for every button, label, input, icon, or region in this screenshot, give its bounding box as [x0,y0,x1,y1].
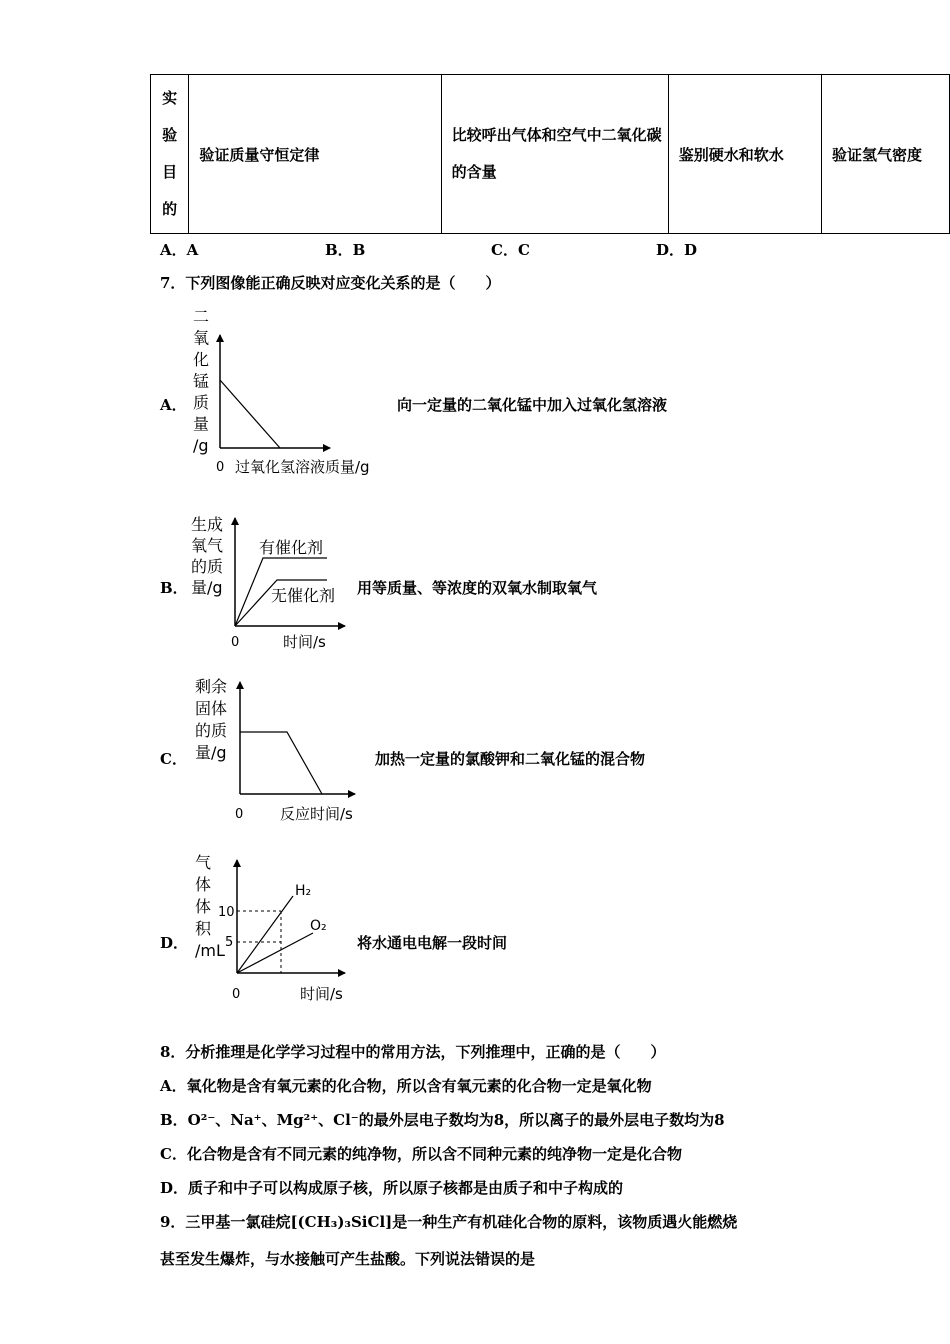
row-header-char: 的 [162,200,178,218]
y-axis-label [193,307,209,455]
o2-label: O₂ [310,918,327,934]
residue-line [240,732,322,794]
y-axis-label-line: 氧 [193,328,210,348]
origin-label: 0 [231,635,240,650]
x-axis-label: 时间/s [300,985,343,1003]
q8-stem: 8．分析推理是化学学习过程中的常用方法，下列推理中，正确的是（ ） [160,1043,666,1061]
y-axis-label-line: 生成 [191,515,224,534]
row-header-char: 验 [162,126,178,144]
y-axis-label-line: 体 [195,875,212,894]
origin-label: 0 [232,987,241,1002]
y-axis-label-line: 量/g [191,578,223,597]
y-axis-label [195,677,227,762]
tick-10: 10 [218,905,235,920]
y-axis-label-line: 量 [193,414,210,434]
y-axis-label-line: 固体 [195,699,228,718]
origin-label: 0 [235,807,244,822]
q7-c-graph [185,674,375,829]
o2-line [237,933,313,973]
tick-5: 5 [225,935,234,950]
y-axis-label-line: 剩余 [195,677,228,696]
y-axis-label-line: 二 [193,307,210,326]
q7-stem: 7．下列图像能正确反映对应变化关系的是（ ） [160,274,501,292]
table-row-header [151,75,189,234]
row-header-text [151,80,188,228]
table-cell: 验证质量守恒定律 [189,75,441,234]
mno2-line [220,380,280,448]
option-c: C．C [491,241,530,259]
q8-option-d: D．质子和中子可以构成原子核，所以原子核都是由质子和中子构成的 [160,1179,624,1197]
q8-option-a: A．氧化物是含有氧元素的化合物，所以含有氧元素的化合物一定是氧化物 [160,1077,652,1095]
h2-label: H₂ [295,883,312,899]
q7-c-label: C． [160,750,187,768]
y-axis-label [191,515,223,597]
y-axis-label-line: 锰 [193,371,210,391]
q8-option-c: C．化合物是含有不同元素的纯净物，所以含不同种元素的纯净物一定是化合物 [160,1145,682,1163]
q7-a-desc: 向一定量的二氧化锰中加入过氧化氢溶液 [397,396,668,414]
h2-line [237,896,293,973]
q7-d-graph [185,850,360,1008]
y-axis-label-line: /g [193,436,209,455]
row-header-char: 实 [162,89,178,107]
table-cell: 比较呼出气体和空气中二氧化碳的含量 [441,75,668,234]
y-axis-label-line: 积 [195,919,212,938]
y-axis-label-line: 气 [195,853,212,872]
q7-a-label: A． [160,396,187,414]
q9-line1: 9．三甲基一氯硅烷[(CH₃)₃SiCl]是一种生产有机硅化合物的原料，该物质遇火能燃烧 [160,1213,738,1231]
q8-option-b: B．O²⁻、Na⁺、Mg²⁺、Cl⁻的最外层电子数均为8，所以离子的最外层电子数均为8 [160,1111,725,1129]
no-catalyst-label: 无催化剂 [271,586,336,605]
option-b: B．B [325,241,366,259]
y-axis-label-line: /mL [195,941,225,960]
x-axis-label: 过氧化氢溶液质量/g [235,458,370,476]
q9-line2: 甚至发生爆炸，与水接触可产生盐酸。下列说法错误的是 [160,1250,536,1268]
y-axis-label-line: 的质 [195,721,228,740]
option-d: D．D [656,241,698,259]
y-axis-label-line: 氧气 [191,536,224,555]
x-axis-label: 时间/s [283,633,326,651]
option-a: A．A [160,241,199,259]
table-cell: 验证氢气密度 [821,75,949,234]
q7-c-desc: 加热一定量的氯酸钾和二氧化锰的混合物 [375,750,646,768]
y-axis-label-line: 质 [193,393,210,412]
table-row [151,75,950,234]
catalyst-label: 有催化剂 [259,538,324,557]
y-axis-label-line: 的质 [191,557,224,576]
q7-a-graph [185,305,405,480]
experiment-table [150,74,950,234]
y-axis-label-line: 化 [193,350,210,369]
table-cell: 鉴别硬水和软水 [668,75,821,234]
q7-b-graph [185,508,355,653]
row-header-char: 目 [162,163,178,181]
y-axis-label-line: 体 [195,897,212,916]
q7-d-desc: 将水通电电解一段时间 [357,934,508,952]
y-axis-label-line: 量/g [195,743,227,762]
q7-b-label: B． [160,579,188,597]
q7-d-label: D． [160,934,189,952]
q7-b-desc: 用等质量、等浓度的双氧水制取氧气 [357,579,598,597]
x-axis-label: 反应时间/s [280,805,353,823]
origin-label: 0 [216,460,225,475]
